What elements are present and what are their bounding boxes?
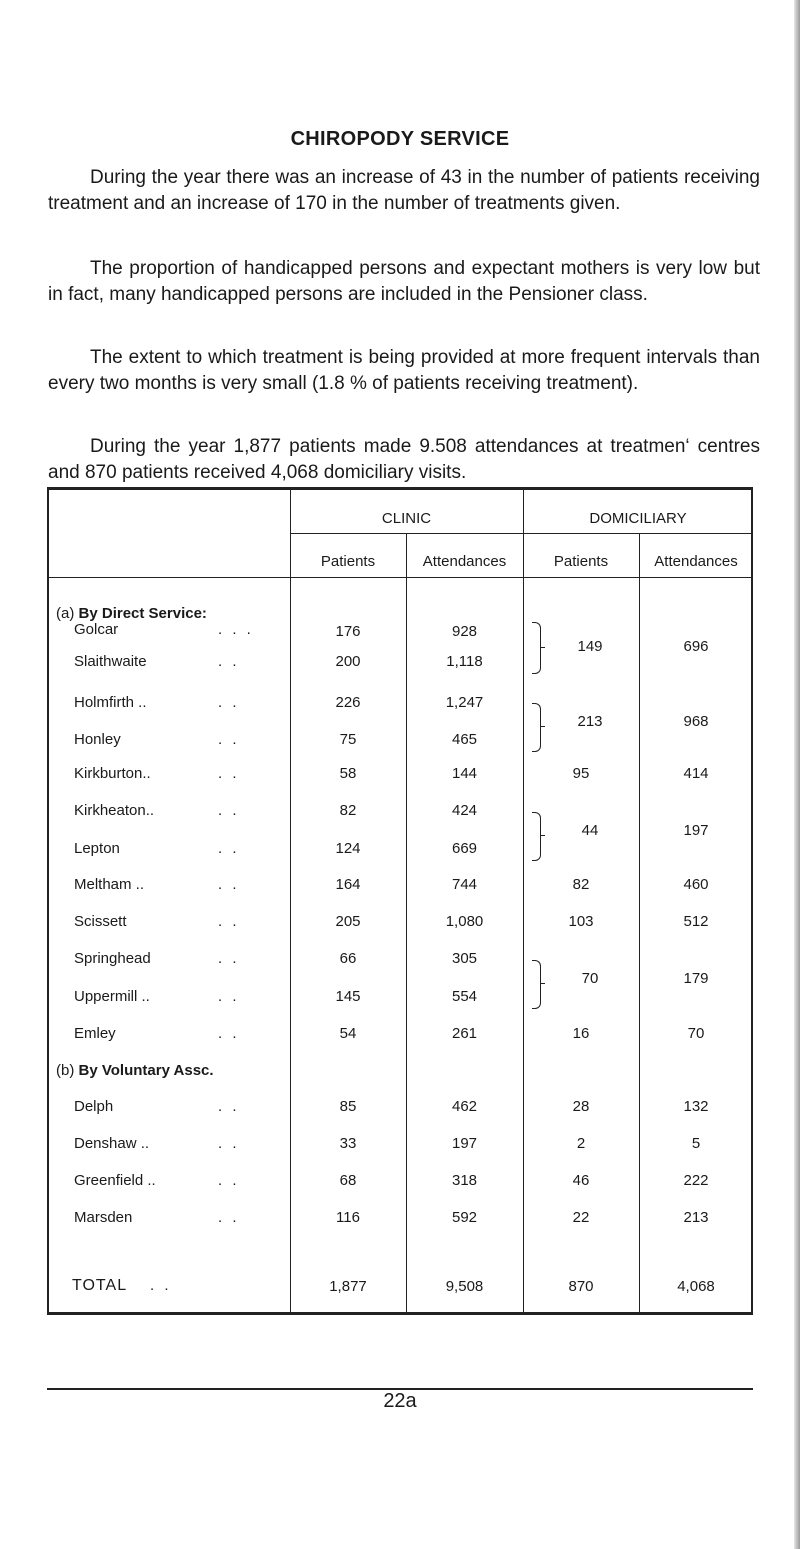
cell-attendances: 144 [451, 765, 478, 782]
page-title: CHIROPODY SERVICE [290, 128, 510, 150]
cell-patients: 82 [339, 802, 357, 819]
section-a-label: By Direct Service: [78, 605, 207, 622]
cell-dom-patients: 44 [581, 822, 599, 839]
cell-dom-patients: 22 [572, 1209, 590, 1226]
paragraph-4: During the year 1,877 patients made 9.508 attendances at treatmen‘ centres and 870 patients received 4,068 domiciliary visits. [48, 436, 760, 483]
cell-dom-patients: 2 [576, 1135, 586, 1152]
header-clinic: CLINIC [381, 510, 432, 527]
cell-attendances: 465 [451, 731, 478, 748]
cell-attendances: 318 [451, 1172, 478, 1189]
cell-attendances: 1,118 [446, 653, 483, 670]
cell-attendances: 744 [451, 876, 478, 893]
cell-attendances: 1,080 [445, 913, 484, 930]
row-label: Denshaw .. [74, 1135, 150, 1152]
cell-attendances: 928 [451, 623, 478, 640]
section-b-label: By Voluntary Assc. [78, 1062, 214, 1079]
row-label: Kirkheaton.. [74, 802, 155, 819]
cell-dom-patients: 82 [572, 876, 590, 893]
paragraph-3: The extent to which treatment is being provided at more frequent intervals than every two months is very small (1.8 % of patients receiving treatment). [48, 347, 760, 394]
paragraph-2: The proportion of handicapped persons and expectant mothers is very low but in fact, many handicapped persons are included in the Pensioner class. [48, 258, 760, 305]
section-a-prefix: (a) [56, 605, 75, 622]
cell-dom-attendances: 213 [683, 1209, 709, 1226]
table-rule [290, 487, 291, 1315]
header-dom-attendances: Attendances [654, 553, 738, 570]
row-label: Honley [74, 731, 121, 748]
header-clinic-attendances: Attendances [422, 553, 507, 570]
row-label: Greenfield .. [74, 1172, 156, 1189]
leader-dots: . . [218, 840, 240, 857]
cell-attendances: 424 [451, 802, 478, 819]
cell-attendances: 592 [451, 1209, 478, 1226]
leader-dots: . . [218, 1209, 240, 1226]
cell-patients: 116 [336, 1209, 360, 1226]
cell-patients: 226 [335, 694, 361, 711]
cell-attendances: 305 [451, 950, 478, 967]
leader-dots: . . [218, 1025, 240, 1042]
section-b-prefix: (b) [56, 1062, 75, 1079]
cell-patients: 176 [335, 623, 361, 640]
row-label: Marsden [74, 1209, 133, 1226]
cell-patients: 124 [335, 840, 361, 857]
leader-dots: . . [218, 1172, 240, 1189]
cell-dom-attendances: 696 [683, 638, 709, 655]
section-a-heading [56, 605, 207, 622]
cell-patients: 66 [339, 950, 357, 967]
cell-dom-patients: 149 [577, 638, 603, 655]
leader-dots: . . [218, 765, 240, 782]
leader-dots: . . [218, 988, 240, 1005]
cell-patients: 200 [335, 653, 361, 670]
cell-patients: 58 [339, 765, 357, 782]
row-label: Delph [74, 1098, 114, 1115]
leader-dots: . . [218, 876, 240, 893]
row-label: Uppermill .. [74, 988, 150, 1005]
leader-dots: . . [218, 1135, 240, 1152]
header-dom-patients: Patients [553, 553, 609, 570]
cell-dom-attendances: 512 [683, 913, 709, 930]
page-number: 22a [383, 1390, 417, 1412]
cell-dom-attendances: 197 [683, 822, 709, 839]
table-rule [290, 533, 753, 534]
leader-dots: . . [218, 950, 240, 967]
leader-dots: . . [218, 694, 240, 711]
leader-dots: . . [218, 802, 240, 819]
cell-patients: 164 [335, 876, 361, 893]
table-rule [523, 487, 524, 1315]
row-label: Holmfirth .. [74, 694, 147, 711]
total-label: TOTAL [72, 1277, 128, 1294]
cell-dom-attendances: 70 [687, 1025, 705, 1042]
cell-dom-attendances: 5 [691, 1135, 701, 1152]
row-label: Kirkburton.. [74, 765, 151, 782]
paragraph-1: During the year there was an increase of 43 in the number of patients receiving treatment and an increase of 170 in the number of treatments given. [48, 167, 760, 214]
cell-dom-patients: 28 [572, 1098, 590, 1115]
total-clinic-attendances: 9,508 [445, 1278, 484, 1295]
cell-attendances: 261 [451, 1025, 478, 1042]
leader-dots: . . [218, 731, 240, 748]
row-label: Emley [74, 1025, 116, 1042]
leader-dots: . . . [218, 621, 254, 638]
cell-dom-patients: 16 [572, 1025, 590, 1042]
total-dom-attendances: 4,068 [677, 1278, 715, 1295]
cell-patients: 205 [335, 913, 361, 930]
cell-attendances: 669 [451, 840, 478, 857]
table-rule [47, 577, 753, 578]
leader-dots: . . [150, 1277, 172, 1294]
cell-patients: 75 [339, 731, 357, 748]
row-label: Scissett [74, 913, 127, 930]
cell-attendances: 197 [451, 1135, 478, 1152]
cell-dom-attendances: 222 [683, 1172, 709, 1189]
cell-patients: 54 [339, 1025, 357, 1042]
cell-dom-patients: 213 [577, 713, 603, 730]
cell-dom-attendances: 968 [683, 713, 709, 730]
total-clinic-patients: 1,877 [329, 1278, 367, 1295]
total-dom-patients: 870 [568, 1278, 594, 1295]
cell-attendances: 554 [451, 988, 478, 1005]
page-edge [794, 0, 800, 1549]
cell-patients: 68 [339, 1172, 357, 1189]
row-label: Golcar [74, 621, 119, 638]
leader-dots: . . [218, 653, 240, 670]
cell-attendances: 462 [451, 1098, 478, 1115]
row-label: Meltham .. [74, 876, 145, 893]
cell-dom-attendances: 414 [683, 765, 709, 782]
leader-dots: . . [218, 913, 240, 930]
cell-dom-patients: 46 [572, 1172, 590, 1189]
cell-dom-attendances: 132 [683, 1098, 709, 1115]
cell-patients: 33 [339, 1135, 357, 1152]
row-label: Slaithwaite [74, 653, 147, 670]
cell-patients: 85 [339, 1098, 357, 1115]
header-domiciliary: DOMICILIARY [589, 510, 687, 527]
cell-dom-attendances: 179 [683, 970, 709, 987]
cell-attendances: 1,247 [445, 694, 484, 711]
section-b-heading [56, 1062, 214, 1079]
cell-dom-patients: 95 [572, 765, 590, 782]
row-label: Lepton [74, 840, 120, 857]
row-label: Springhead [74, 950, 151, 967]
cell-dom-patients: 70 [581, 970, 599, 987]
header-clinic-patients: Patients [320, 553, 376, 570]
cell-dom-patients: 103 [568, 913, 594, 930]
cell-dom-attendances: 460 [683, 876, 709, 893]
cell-patients: 145 [335, 988, 361, 1005]
leader-dots: . . [218, 1098, 240, 1115]
